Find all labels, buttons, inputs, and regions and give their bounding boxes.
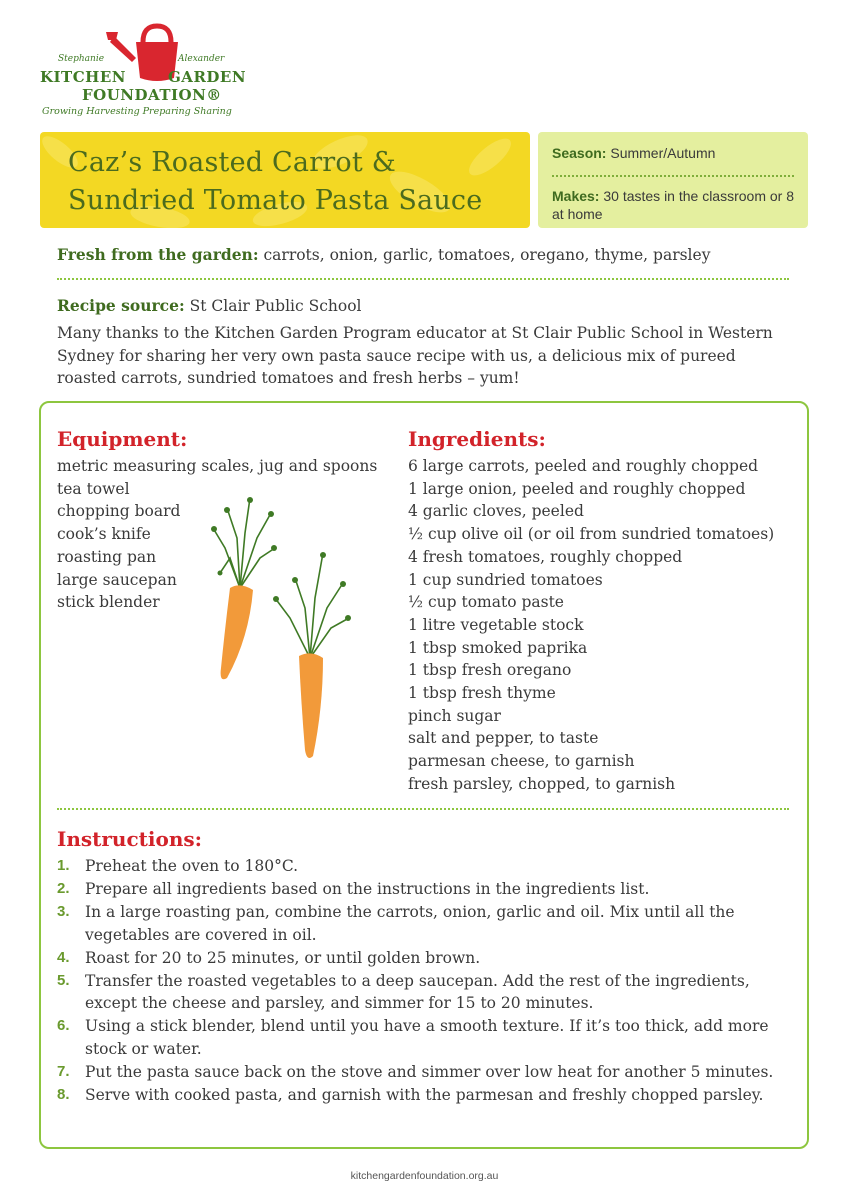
step-text: Using a stick blender, blend until you have a smooth texture. If it’s too thick, add more stock or water. <box>85 1017 769 1058</box>
step-number: 7. <box>57 1062 70 1080</box>
logo-alexander: Alexander <box>178 54 225 64</box>
ingredient-item: 4 fresh tomatoes, roughly chopped <box>408 547 683 566</box>
ingredient-item: 1 tbsp smoked paprika <box>408 638 588 657</box>
instruction-step <box>57 1061 797 1084</box>
step-number: 8. <box>57 1085 70 1103</box>
season-value: Summer/Autumn <box>610 145 716 161</box>
title-banner <box>40 132 530 228</box>
ingredient-item: fresh parsley, chopped, to garnish <box>408 774 676 793</box>
ingredients-list <box>408 455 798 796</box>
logo-tagline: Growing Harvesting Preparing Sharing <box>42 106 232 117</box>
recipe-source <box>57 296 362 315</box>
recipe-title-line2: Sundried Tomato Pasta Sauce <box>68 185 483 216</box>
separator <box>57 278 789 280</box>
equipment-item: tea towel <box>57 479 130 498</box>
ingredient-item: salt and pepper, to taste <box>408 729 599 748</box>
separator <box>57 808 789 810</box>
equipment-heading: Equipment: <box>57 427 188 451</box>
fresh-from-garden <box>57 245 710 264</box>
ingredient-item: 1 cup sundried tomatoes <box>408 570 603 589</box>
foundation-logo <box>40 22 255 122</box>
instructions-list <box>57 855 797 1107</box>
step-number: 3. <box>57 903 70 920</box>
step-text: Preheat the oven to 180°C. <box>85 857 299 875</box>
instruction-step <box>57 970 797 1015</box>
instruction-step <box>57 1015 797 1060</box>
ingredient-item: 1 large onion, peeled and roughly chopped <box>408 479 746 498</box>
instruction-step <box>57 947 797 970</box>
fresh-value: carrots, onion, garlic, tomatoes, oregano, thyme, parsley <box>263 246 711 264</box>
step-number: 5. <box>57 971 70 989</box>
ingredient-item: ½ cup tomato paste <box>408 593 564 612</box>
step-number: 4. <box>57 948 70 966</box>
step-text: Prepare all ingredients based on the instructions in the ingredients list. <box>85 880 650 898</box>
ingredient-item: 1 tbsp fresh oregano <box>408 661 572 680</box>
logo-foundation: FOUNDATION® <box>82 86 222 104</box>
logo-garden: GARDEN <box>168 68 247 86</box>
intro-text: Many thanks to the Kitchen Garden Program educator at St Clair Public School in Western Sydney for sharing her very own pasta sauce recipe with us, a delicious mix of pureed roasted carrots, sundried tomatoes and fresh herbs – yum! <box>57 324 773 387</box>
instruction-step <box>57 878 797 901</box>
source-value: St Clair Public School <box>189 297 362 315</box>
carrots-icon <box>205 478 355 768</box>
instruction-step <box>57 855 797 878</box>
instructions-heading: Instructions: <box>57 827 203 851</box>
equipment-item: roasting pan <box>57 547 157 566</box>
recipe-title-line1: Caz’s Roasted Carrot & <box>68 147 396 178</box>
equipment-item: metric measuring scales, jug and spoons <box>57 457 378 475</box>
step-text: Serve with cooked pasta, and garnish with the parmesan and freshly chopped parsley. <box>85 1085 764 1104</box>
equipment-item: large saucepan <box>57 570 177 589</box>
equipment-item: chopping board <box>57 502 181 521</box>
step-text: Transfer the roasted vegetables to a deep saucepan. Add the rest of the ingredients, except the cheese and parsley, and simmer for 15 to 20 minutes. <box>85 971 750 1012</box>
season-row <box>552 145 794 161</box>
makes-label: Makes: <box>552 188 600 204</box>
ingredient-item: 1 tbsp fresh thyme <box>408 684 556 703</box>
season-label: Season: <box>552 145 607 161</box>
footer-url: kitchengardenfoundation.org.au <box>350 1170 499 1182</box>
step-text: Put the pasta sauce back on the stove and simmer over low heat for another 5 minutes. <box>85 1062 774 1081</box>
ingredient-item: parmesan cheese, to garnish <box>408 752 635 771</box>
season-divider <box>552 175 794 177</box>
ingredient-item: 6 large carrots, peeled and roughly chopped <box>408 457 759 475</box>
logo-kitchen: KITCHEN <box>40 68 126 86</box>
fresh-label: Fresh from the garden: <box>57 245 259 264</box>
makes-value: 30 tastes in the classroom or 8 at home <box>552 188 795 222</box>
ingredient-item: 1 litre vegetable stock <box>408 615 584 634</box>
equipment-item: cook’s knife <box>57 525 151 544</box>
ingredient-item: 4 garlic cloves, peeled <box>408 502 584 521</box>
logo-stephanie: Stephanie <box>58 54 105 64</box>
step-number: 6. <box>57 1017 70 1034</box>
step-number: 2. <box>57 880 70 897</box>
makes-row <box>552 187 794 223</box>
source-label: Recipe source: <box>57 296 185 315</box>
season-box <box>538 132 808 228</box>
ingredient-item: ½ cup olive oil (or oil from sundried tomatoes) <box>408 525 775 544</box>
ingredient-item: pinch sugar <box>408 706 501 725</box>
recipe-title <box>68 144 482 220</box>
ingredients-heading: Ingredients: <box>408 427 546 451</box>
step-text: In a large roasting pan, combine the carrots, onion, garlic and oil. Mix until all the vegetables are covered in oil. <box>85 903 735 944</box>
equipment-item: stick blender <box>57 593 160 612</box>
step-number: 1. <box>57 857 70 874</box>
step-text: Roast for 20 to 25 minutes, or until golden brown. <box>85 948 481 967</box>
instruction-step <box>57 901 797 946</box>
instruction-step <box>57 1084 797 1107</box>
